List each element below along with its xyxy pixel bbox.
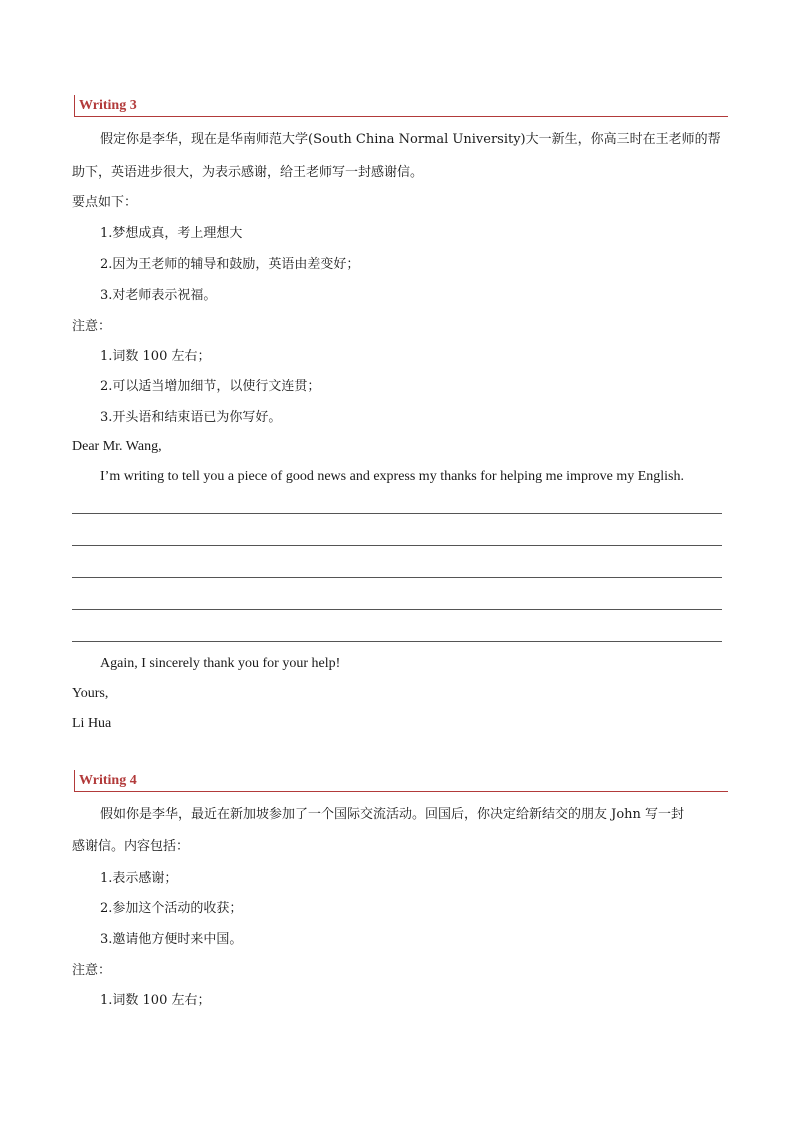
writing-3-point-1: 1.梦想成真，考上理想大 (100, 226, 243, 241)
writing-3-point-3: 3.对老师表示祝福。 (100, 288, 217, 303)
letter-signature: Li Hua (72, 716, 112, 731)
answer-line[interactable] (72, 577, 722, 578)
writing-3-title: Writing 3 (79, 98, 137, 113)
letter-salutation: Dear Mr. Wang, (72, 439, 162, 454)
writing-4-title: Writing 4 (79, 773, 137, 788)
letter-opening: I’m writing to tell you a piece of good news and express my thanks for helping me improve my English. (100, 469, 684, 484)
writing-3-note-2: 2.可以适当增加细节，以使行文连贯； (100, 379, 321, 394)
answer-line[interactable] (72, 609, 722, 610)
writing-3-note-1: 1.词数 100 左右； (100, 349, 211, 364)
writing-4-note-1: 1.词数 100 左右； (100, 993, 211, 1008)
writing-3-notes-label: 注意： (72, 319, 112, 334)
writing-4-prompt-line-1: 假如你是李华，最近在新加坡参加了一个国际交流活动。回国后，你决定给新结交的朋友 John 写一封 (100, 807, 685, 822)
writing-3-note-3: 3.开头语和结束语已为你写好。 (100, 410, 282, 425)
writing-3-points-label: 要点如下： (72, 195, 138, 210)
writing-3-prompt-line-2: 助下，英语进步很大，为表示感谢，给王老师写一封感谢信。 (72, 165, 424, 180)
answer-line[interactable] (72, 641, 722, 642)
writing-4-prompt-line-2: 感谢信。内容包括： (72, 839, 190, 854)
writing-4-heading (74, 770, 728, 792)
writing-4-point-1: 1.表示感谢； (100, 871, 178, 886)
writing-4-point-3: 3.邀请他方便时来中国。 (100, 932, 243, 947)
writing-3-point-2: 2.因为王老师的辅导和鼓励，英语由差变好； (100, 257, 360, 272)
letter-signoff: Yours, (72, 686, 109, 701)
letter-closing: Again, I sincerely thank you for your help! (100, 656, 341, 671)
writing-4-notes-label: 注意： (72, 963, 112, 978)
writing-4-point-2: 2.参加这个活动的收获； (100, 901, 243, 916)
answer-line[interactable] (72, 545, 722, 546)
writing-3-prompt-line-1: 假定你是李华，现在是华南师范大学(South China Normal University)大一新生，你高三时在王老师的帮 (100, 132, 721, 147)
writing-3-heading (74, 95, 728, 117)
answer-line[interactable] (72, 513, 722, 514)
